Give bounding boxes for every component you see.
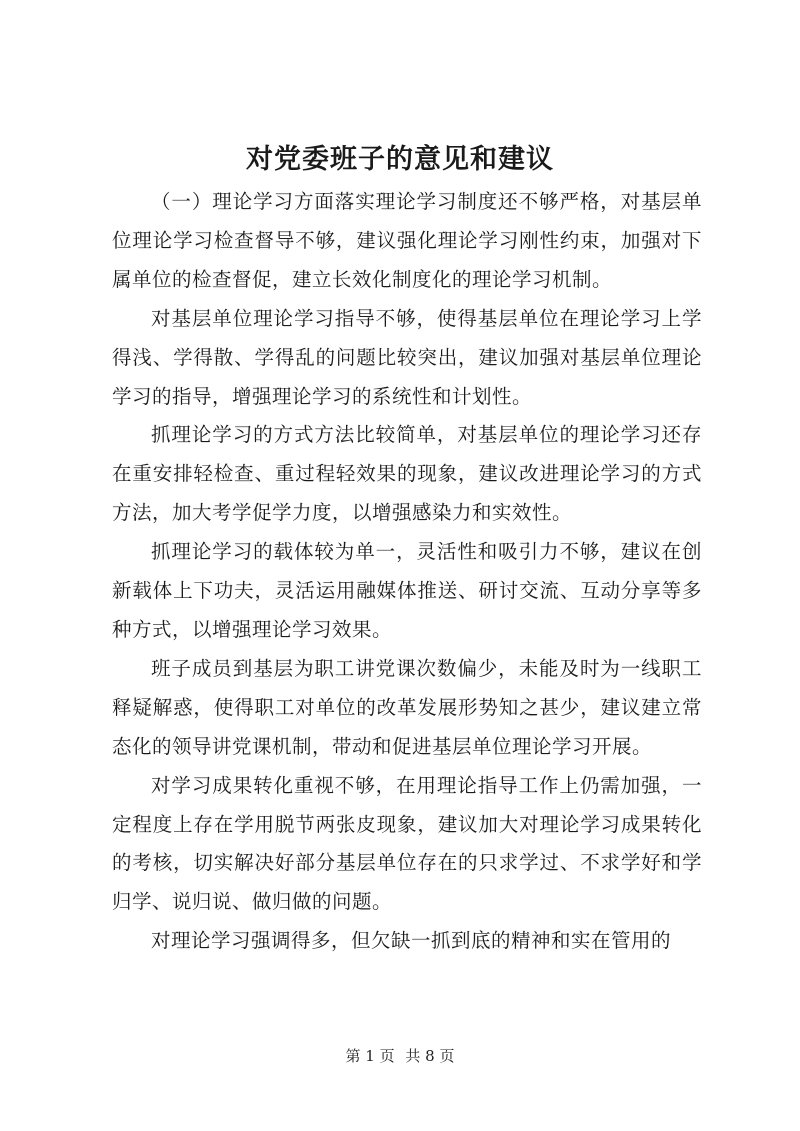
page-footer (0, 1046, 800, 1066)
paragraph-1: （一）理论学习方面落实理论学习制度还不够严格，对基层单位理论学习检查督导不够，建议强化理论学习刚性约束，加强对下属单位的检查督促，建立长效化制度化的理论学习机制。 (112, 190, 702, 291)
page-number: 第 1 页 (345, 1047, 395, 1065)
paragraph-7: 对理论学习强调得多，但欠缺一抓到底的精神和实在管用的 (151, 929, 672, 953)
document-title: 对党委班子的意见和建议 (246, 144, 554, 175)
paragraph-6: 对学习成果转化重视不够，在用理论指导工作上仍需加强，一定程度上存在学用脱节两张皮现象，建议加大对理论学习成果转化的考核，切实解决好部分基层单位存在的只求学过、不求学好和学归学、说归说、做归做的问题。 (112, 773, 702, 914)
paragraph-2: 对基层单位理论学习指导不够，使得基层单位在理论学习上学得浅、学得散、学得乱的问题比较突出，建议加强对基层单位理论学习的指导，增强理论学习的系统性和计划性。 (112, 306, 702, 408)
paragraph-4: 抓理论学习的载体较为单一，灵活性和吸引力不够，建议在创新载体上下功夫，灵活运用融媒体推送、研讨交流、互动分享等多种方式，以增强理论学习效果。 (112, 540, 702, 641)
document-body (112, 183, 702, 961)
paragraph-3: 抓理论学习的方式方法比较简单，对基层单位的理论学习还存在重安排轻检查、重过程轻效果的现象，建议改进理论学习的方式方法，加大考学促学力度，以增强感染力和实效性。 (112, 423, 702, 525)
page-total: 共 8 页 (405, 1047, 455, 1065)
paragraph-5: 班子成员到基层为职工讲党课次数偏少，未能及时为一线职工释疑解惑，使得职工对单位的改革发展形势知之甚少，建议建立常态化的领导讲党课机制，带动和促进基层单位理论学习开展。 (112, 656, 702, 758)
